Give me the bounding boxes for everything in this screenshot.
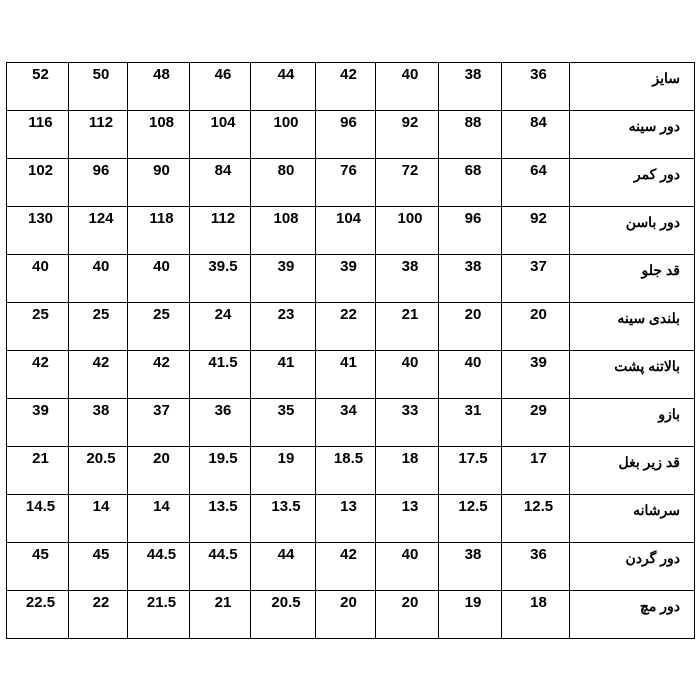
cell-value: 20	[153, 450, 170, 467]
table-cell	[439, 159, 502, 207]
table-cell	[190, 543, 251, 591]
cell-value: 36	[530, 546, 547, 563]
cell-value: 96	[92, 162, 110, 179]
cell-value: 20	[401, 594, 419, 611]
cell-value: 130	[27, 210, 54, 227]
table-cell	[502, 351, 570, 399]
table-cell	[251, 399, 316, 447]
table-cell	[376, 207, 439, 255]
cell-value: 19.5	[208, 450, 238, 467]
table-cell	[190, 495, 251, 543]
table-cell	[502, 255, 570, 303]
table-cell	[190, 447, 251, 495]
cell-value: 42	[340, 66, 357, 83]
cell-value: 124	[88, 210, 114, 227]
cell-value: 20	[464, 306, 482, 323]
cell-value: 52	[32, 66, 49, 83]
row-label-cell	[570, 591, 695, 639]
cell-value: 45	[32, 546, 49, 563]
cell-value: 44	[277, 546, 295, 563]
table-cell	[502, 303, 570, 351]
cell-value: 68	[464, 162, 482, 179]
cell-value: 21	[32, 450, 49, 467]
cell-value: 12.5	[458, 498, 488, 515]
cell-value: 19	[464, 594, 482, 611]
table-cell	[7, 447, 69, 495]
table-cell	[7, 495, 69, 543]
cell-value: 112	[210, 210, 236, 227]
cell-value: 39	[32, 402, 49, 419]
table-cell	[128, 351, 190, 399]
table-row	[7, 543, 695, 591]
table-cell	[69, 159, 128, 207]
row-label: قد زیر بغل	[618, 454, 680, 470]
row-label: سایز	[652, 70, 680, 86]
table-cell	[128, 399, 190, 447]
cell-value: 48	[153, 66, 170, 83]
table-cell	[190, 351, 251, 399]
cell-value: 20.5	[271, 594, 301, 611]
cell-value: 39	[277, 258, 295, 275]
cell-value: 104	[335, 210, 362, 227]
row-label-cell	[570, 303, 695, 351]
table-cell	[7, 207, 69, 255]
cell-value: 104	[210, 114, 236, 131]
row-label-cell	[570, 351, 695, 399]
table-cell	[316, 543, 376, 591]
table-cell	[251, 111, 316, 159]
table-cell	[7, 111, 69, 159]
table-cell	[190, 111, 251, 159]
cell-value: 40	[464, 354, 482, 371]
cell-value: 96	[340, 114, 357, 131]
size-chart	[6, 62, 694, 636]
table-cell	[251, 255, 316, 303]
table-cell	[190, 399, 251, 447]
table-cell	[190, 159, 251, 207]
table-cell	[7, 255, 69, 303]
table-cell	[128, 207, 190, 255]
table-cell	[376, 255, 439, 303]
cell-value: 40	[153, 258, 170, 275]
row-label-cell	[570, 159, 695, 207]
cell-value: 38	[92, 402, 110, 419]
cell-value: 18.5	[333, 450, 364, 467]
row-label-cell	[570, 207, 695, 255]
cell-value: 23	[277, 306, 295, 323]
cell-value: 96	[464, 210, 482, 227]
table-cell	[316, 111, 376, 159]
table-cell	[251, 159, 316, 207]
table-cell	[251, 591, 316, 639]
cell-value: 40	[92, 258, 110, 275]
cell-value: 41.5	[208, 354, 238, 371]
table-cell	[7, 63, 69, 111]
row-label-cell	[570, 447, 695, 495]
cell-value: 17.5	[458, 450, 488, 467]
row-label: قد جلو	[641, 262, 680, 278]
table-cell	[502, 495, 570, 543]
table-cell	[251, 495, 316, 543]
table-cell	[69, 591, 128, 639]
cell-value: 39.5	[208, 258, 238, 275]
row-label: دور گردن	[625, 550, 680, 566]
table-cell	[502, 111, 570, 159]
table-cell	[69, 495, 128, 543]
table-cell	[7, 351, 69, 399]
table-cell	[376, 543, 439, 591]
cell-value: 20.5	[86, 450, 116, 467]
cell-value: 44.5	[208, 546, 238, 563]
table-cell	[316, 399, 376, 447]
table-cell	[190, 255, 251, 303]
table-cell	[439, 543, 502, 591]
row-label: بازو	[658, 406, 680, 422]
table-cell	[128, 255, 190, 303]
cell-value: 44	[277, 66, 295, 83]
table-cell	[316, 63, 376, 111]
row-label-cell	[570, 255, 695, 303]
cell-value: 80	[277, 162, 295, 179]
table-cell	[69, 207, 128, 255]
cell-value: 13.5	[271, 498, 301, 515]
row-label-cell	[570, 543, 695, 591]
cell-value: 84	[530, 114, 547, 131]
table-row	[7, 447, 695, 495]
cell-value: 38	[401, 258, 419, 275]
table-cell	[439, 255, 502, 303]
cell-value: 39	[530, 354, 547, 371]
cell-value: 17	[530, 450, 547, 467]
table-row	[7, 399, 695, 447]
cell-value: 118	[149, 210, 174, 227]
table-row	[7, 495, 695, 543]
cell-value: 42	[32, 354, 49, 371]
row-label: دور مچ	[639, 598, 680, 614]
size-table	[6, 62, 695, 639]
table-cell	[190, 207, 251, 255]
cell-value: 84	[214, 162, 232, 179]
table-cell	[502, 399, 570, 447]
table-row	[7, 351, 695, 399]
table-row	[7, 159, 695, 207]
table-cell	[69, 255, 128, 303]
table-cell	[439, 591, 502, 639]
cell-value: 41	[340, 354, 357, 371]
table-cell	[69, 351, 128, 399]
table-cell	[502, 591, 570, 639]
table-cell	[316, 591, 376, 639]
table-cell	[439, 303, 502, 351]
table-row	[7, 111, 695, 159]
table-cell	[502, 543, 570, 591]
cell-value: 38	[464, 66, 482, 83]
cell-value: 39	[340, 258, 357, 275]
table-cell	[7, 303, 69, 351]
table-cell	[316, 495, 376, 543]
table-cell	[251, 447, 316, 495]
cell-value: 22	[92, 594, 110, 611]
cell-value: 100	[273, 114, 299, 131]
cell-value: 21.5	[146, 594, 177, 611]
table-cell	[376, 111, 439, 159]
table-cell	[128, 303, 190, 351]
cell-value: 20	[530, 306, 547, 323]
cell-value: 90	[153, 162, 170, 179]
cell-value: 44.5	[146, 546, 177, 563]
cell-value: 18	[401, 450, 419, 467]
cell-value: 31	[464, 402, 482, 419]
row-label: دور کمر	[633, 166, 680, 182]
cell-value: 12.5	[523, 498, 554, 515]
table-cell	[69, 303, 128, 351]
cell-value: 29	[530, 402, 547, 419]
table-cell	[190, 591, 251, 639]
table-cell	[502, 63, 570, 111]
row-label: بالاتنه پشت	[614, 358, 680, 374]
cell-value: 37	[530, 258, 547, 275]
table-cell	[316, 255, 376, 303]
table-cell	[502, 447, 570, 495]
table-cell	[376, 447, 439, 495]
table-row	[7, 591, 695, 639]
cell-value: 102	[27, 162, 54, 179]
cell-value: 41	[277, 354, 295, 371]
table-cell	[316, 207, 376, 255]
cell-value: 42	[92, 354, 110, 371]
table-cell	[7, 591, 69, 639]
cell-value: 112	[88, 114, 114, 131]
table-cell	[376, 159, 439, 207]
table-cell	[7, 543, 69, 591]
row-label: دور باسن	[625, 214, 680, 230]
cell-value: 18	[530, 594, 547, 611]
cell-value: 14	[153, 498, 170, 515]
row-label-cell	[570, 111, 695, 159]
row-label-cell	[570, 63, 695, 111]
table-cell	[316, 351, 376, 399]
table-cell	[69, 447, 128, 495]
table-cell	[251, 351, 316, 399]
table-cell	[502, 159, 570, 207]
cell-value: 50	[92, 66, 110, 83]
row-label-cell	[570, 495, 695, 543]
table-cell	[316, 447, 376, 495]
table-cell	[376, 399, 439, 447]
table-cell	[376, 591, 439, 639]
row-label-cell	[570, 399, 695, 447]
table-cell	[251, 207, 316, 255]
table-cell	[251, 63, 316, 111]
cell-value: 92	[401, 114, 419, 131]
table-cell	[251, 303, 316, 351]
table-cell	[439, 351, 502, 399]
table-cell	[439, 207, 502, 255]
cell-value: 33	[401, 402, 419, 419]
table-cell	[190, 303, 251, 351]
cell-value: 40	[401, 546, 419, 563]
cell-value: 92	[530, 210, 547, 227]
cell-value: 88	[464, 114, 482, 131]
table-cell	[439, 399, 502, 447]
table-cell	[128, 495, 190, 543]
cell-value: 42	[153, 354, 170, 371]
table-cell	[376, 63, 439, 111]
cell-value: 36	[214, 402, 232, 419]
cell-value: 14.5	[25, 498, 56, 515]
table-row	[7, 303, 695, 351]
table-cell	[439, 447, 502, 495]
cell-value: 22	[340, 306, 357, 323]
cell-value: 108	[273, 210, 299, 227]
cell-value: 108	[148, 114, 175, 131]
table-cell	[376, 495, 439, 543]
row-label: بلندی سینه	[617, 310, 680, 326]
cell-value: 34	[340, 402, 357, 419]
cell-value: 45	[92, 546, 110, 563]
table-cell	[128, 159, 190, 207]
table-cell	[128, 447, 190, 495]
table-row	[7, 63, 695, 111]
cell-value: 36	[530, 66, 547, 83]
cell-value: 14	[92, 498, 110, 515]
table-cell	[128, 591, 190, 639]
table-cell	[190, 63, 251, 111]
table-cell	[316, 159, 376, 207]
table-cell	[69, 399, 128, 447]
cell-value: 40	[401, 354, 419, 371]
row-label: سرشانه	[633, 502, 680, 518]
table-cell	[7, 159, 69, 207]
table-cell	[439, 495, 502, 543]
cell-value: 38	[464, 546, 482, 563]
cell-value: 64	[530, 162, 547, 179]
table-cell	[439, 63, 502, 111]
table-row	[7, 207, 695, 255]
cell-value: 20	[340, 594, 357, 611]
cell-value: 40	[32, 258, 49, 275]
table-cell	[376, 351, 439, 399]
table-cell	[316, 303, 376, 351]
cell-value: 25	[32, 306, 49, 323]
cell-value: 100	[397, 210, 423, 227]
cell-value: 25	[92, 306, 110, 323]
cell-value: 42	[340, 546, 357, 563]
cell-value: 116	[28, 114, 53, 131]
cell-value: 76	[340, 162, 357, 179]
cell-value: 24	[214, 306, 232, 323]
cell-value: 72	[401, 162, 419, 179]
cell-value: 21	[401, 306, 419, 323]
cell-value: 25	[153, 306, 170, 323]
table-cell	[69, 63, 128, 111]
cell-value: 37	[153, 402, 170, 419]
table-cell	[69, 543, 128, 591]
cell-value: 19	[277, 450, 295, 467]
table-cell	[7, 399, 69, 447]
cell-value: 13.5	[208, 498, 238, 515]
table-cell	[439, 111, 502, 159]
cell-value: 46	[214, 66, 232, 83]
cell-value: 21	[214, 594, 232, 611]
cell-value: 38	[464, 258, 482, 275]
cell-value: 22.5	[25, 594, 56, 611]
table-cell	[128, 63, 190, 111]
cell-value: 40	[401, 66, 419, 83]
table-cell	[502, 207, 570, 255]
row-label: دور سینه	[628, 118, 680, 134]
cell-value: 35	[277, 402, 295, 419]
table-cell	[128, 543, 190, 591]
cell-value: 13	[401, 498, 419, 515]
table-cell	[251, 543, 316, 591]
cell-value: 13	[340, 498, 357, 515]
table-body	[7, 63, 695, 639]
table-row	[7, 255, 695, 303]
table-cell	[128, 111, 190, 159]
table-cell	[376, 303, 439, 351]
table-cell	[69, 111, 128, 159]
